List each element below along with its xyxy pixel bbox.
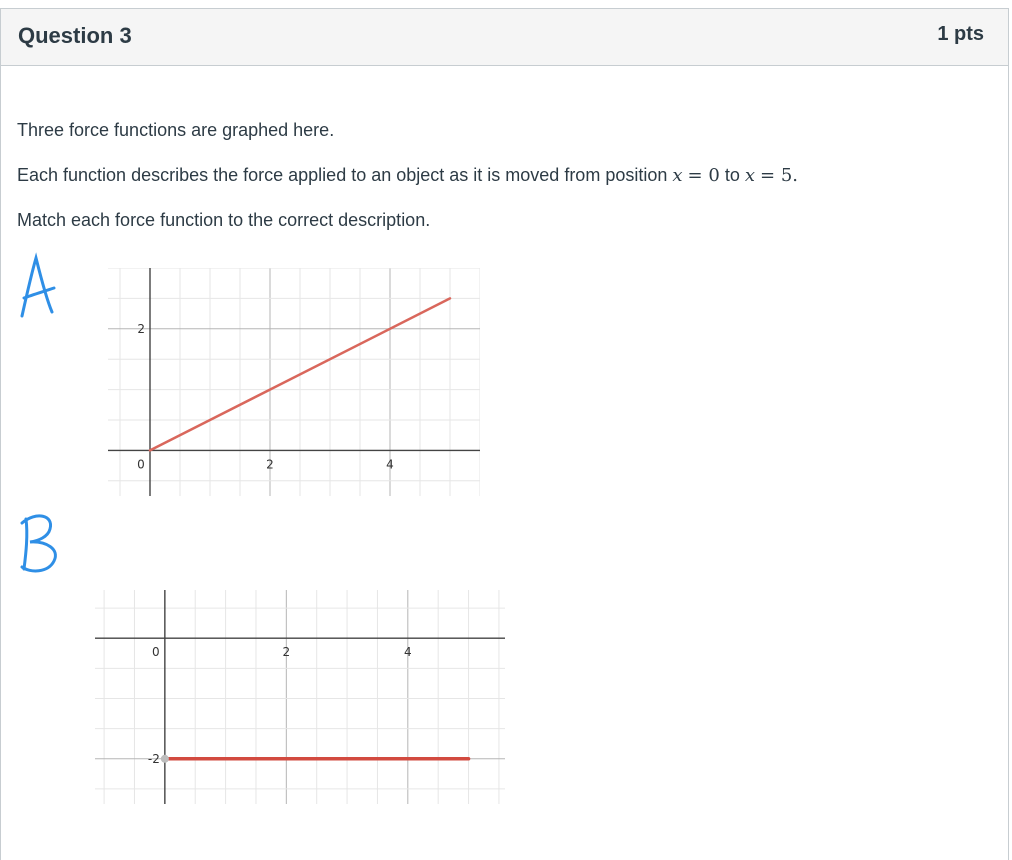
question-header [1, 9, 1008, 66]
prompt-line-3: Match each force function to the correct description. [17, 210, 431, 230]
start-point-marker [161, 755, 169, 763]
math-eq-1: = 0 [687, 165, 720, 186]
prompt-line-1: Three force functions are graphed here. [17, 120, 335, 140]
x-tick-label: 0 [152, 645, 160, 660]
prompt-line-2-text: Each function describes the force applied to an object as it is moved from position [17, 165, 668, 185]
force-graph-b [95, 590, 505, 804]
question-points: 1 pts [937, 23, 984, 45]
x-tick-label: 4 [386, 457, 394, 472]
x-tick-label: 4 [403, 645, 412, 660]
prompt-line-2-to: to [724, 165, 740, 185]
y-tick-label: -2 [147, 751, 160, 766]
math-eq-2: = 5. [760, 165, 799, 186]
math-var-x1: x [672, 165, 683, 186]
prompt-line-2 [17, 165, 798, 186]
question-title: Question 3 [18, 23, 132, 48]
x-tick-label: 2 [266, 457, 274, 472]
handwritten-label-a [10, 250, 70, 325]
x-tick-label: 0 [137, 457, 145, 472]
math-var-x2: x [744, 165, 756, 186]
y-tick-label: 2 [137, 321, 145, 336]
handwritten-label-b [10, 505, 70, 580]
x-tick-label: 2 [282, 645, 291, 660]
force-graph-a [108, 268, 480, 496]
